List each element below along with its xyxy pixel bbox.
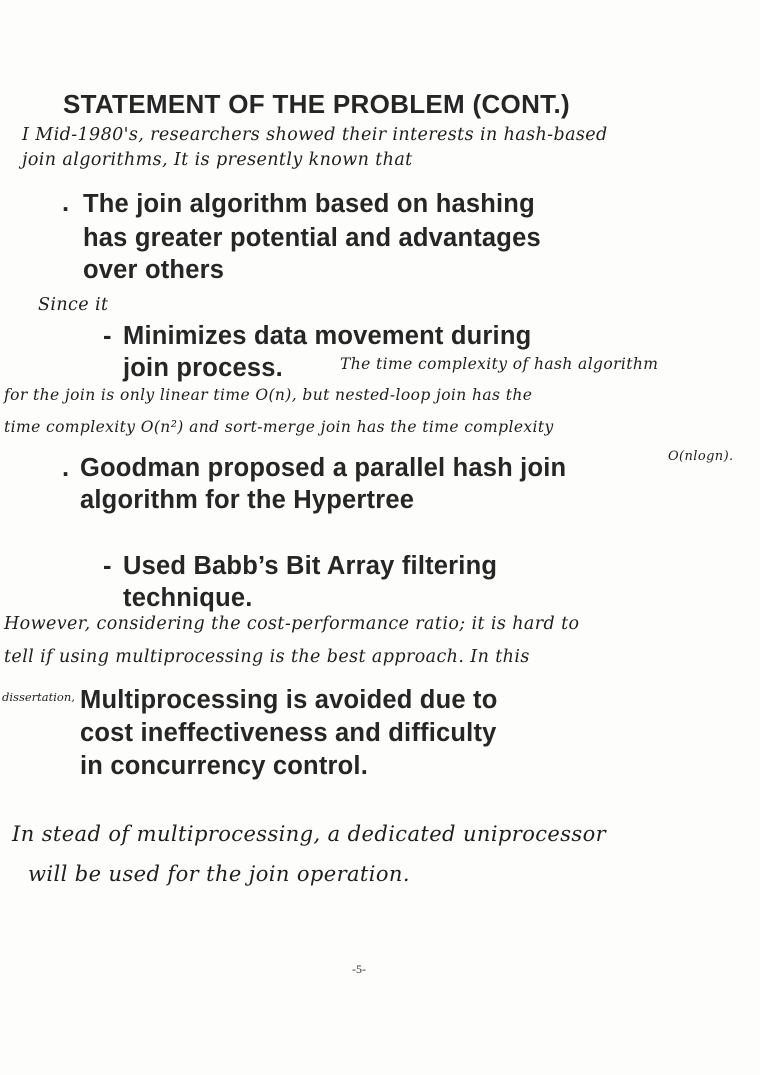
bullet-goodman-line-2: algorithm for the Hypertree bbox=[80, 486, 415, 514]
sub-bullet-marker: - bbox=[103, 552, 112, 580]
page-number: -5- bbox=[352, 962, 366, 976]
bullet-multiprocessing-line-2: cost ineffectiveness and difficulty bbox=[80, 719, 497, 747]
handwritten-however-line-1: However, considering the cost-performance ratio; it is hard to bbox=[4, 614, 580, 634]
handwritten-intro-line-1: I Mid-1980's, researchers showed their interests in hash-based bbox=[22, 125, 608, 145]
bullet-goodman-line-1: Goodman proposed a parallel hash join bbox=[80, 454, 567, 482]
handwritten-instead-line-2: will be used for the join operation. bbox=[28, 862, 410, 886]
sub-bullet-data-movement-line-2: join process. bbox=[123, 354, 283, 382]
sub-bullet-babb-line-2: technique. bbox=[123, 584, 253, 612]
bullet-hashing-line-2: has greater potential and advantages bbox=[83, 224, 541, 252]
handwritten-however-line-2: tell if using multiprocessing is the best approach. In this bbox=[4, 647, 530, 667]
handwritten-dissertation: dissertation, bbox=[2, 690, 75, 704]
bullet-multiprocessing-line-3: in concurrency control. bbox=[80, 752, 368, 780]
sub-bullet-marker: - bbox=[103, 322, 112, 350]
sub-bullet-babb-line-1: Used Babb’s Bit Array filtering bbox=[123, 552, 498, 580]
handwritten-intro-line-2: join algorithms, It is presently known that bbox=[22, 150, 413, 170]
bullet-marker: . bbox=[62, 189, 70, 217]
handwritten-complexity-line-1: The time complexity of hash algorithm bbox=[340, 355, 659, 373]
handwritten-complexity-line-2: for the join is only linear time O(n), but nested-loop join has the bbox=[4, 386, 533, 404]
handwritten-instead-line-1: In stead of multiprocessing, a dedicated uniprocessor bbox=[12, 822, 607, 846]
bullet-hashing-line-3: over others bbox=[83, 256, 225, 284]
bullet-marker: . bbox=[62, 454, 70, 482]
bullet-multiprocessing-line-1: Multiprocessing is avoided due to bbox=[80, 686, 498, 714]
handwritten-complexity-nlogn: O(nlogn). bbox=[668, 449, 734, 464]
page-title: STATEMENT OF THE PROBLEM (CONT.) bbox=[63, 89, 570, 119]
sub-bullet-data-movement-line-1: Minimizes data movement during bbox=[123, 322, 532, 350]
handwritten-complexity-line-3: time complexity O(n²) and sort-merge join has the time complexity bbox=[4, 418, 554, 436]
bullet-hashing-line-1: The join algorithm based on hashing bbox=[83, 190, 535, 218]
handwritten-since-it: Since it bbox=[38, 295, 109, 315]
